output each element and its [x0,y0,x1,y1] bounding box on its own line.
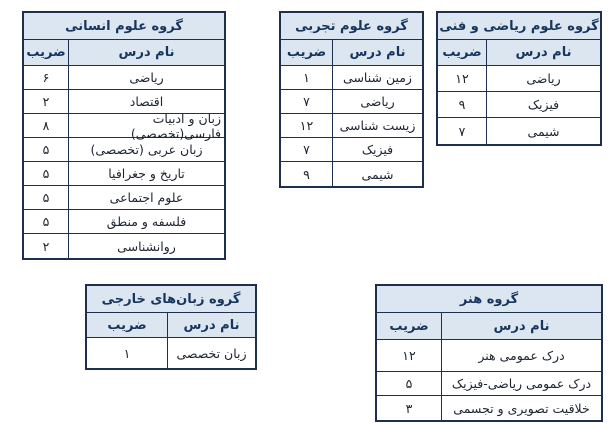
coefficient-cell: ۳ [377,396,442,420]
course-cell: زمین شناسی [343,70,412,85]
table-row [281,138,422,162]
course-cell: زبان و ادبیات فارسی(تخصصی) [130,110,221,141]
course-name-header: نام درس [183,317,240,333]
coefficient-header: ضریب [24,40,69,65]
table-header-row [438,40,600,66]
course-cell: زبان تخصصی [176,345,247,361]
table-title: گروه علوم ریاضی و فنی [438,13,600,40]
group-table-foreign-languages [85,284,257,370]
course-cell: روانشناسی [117,238,176,254]
table-row [24,66,224,90]
table-title: گروه هنر [377,286,601,313]
coefficient-cell: ۷ [438,118,487,144]
coefficient-cell: ۵ [24,186,69,209]
course-name-header: نام درس [349,45,406,60]
coefficient-header: ضریب [438,40,487,65]
table-row [24,138,224,162]
table-row [24,110,224,141]
coefficient-cell: ۹ [281,162,333,186]
table-row [281,162,422,186]
table-row [24,186,224,210]
coefficient-cell: ۷ [281,138,333,161]
course-cell: فلسفه و منطق [106,214,187,229]
table-header-row [281,40,422,66]
table-row [24,162,224,186]
coefficient-cell: ۲ [24,234,69,258]
course-cell: ریاضی [526,71,561,86]
table-row [377,340,601,372]
coefficient-header: ضریب [377,313,442,339]
table-row [281,90,422,114]
group-table-math-technical [436,11,602,146]
course-cell: اقتصاد [129,94,164,109]
coefficient-cell: ۵ [24,210,69,233]
coefficient-cell: ۵ [377,372,442,395]
table-header-row [377,313,601,340]
coefficient-cell: ۱۲ [281,114,333,137]
coefficient-header: ضریب [87,313,168,337]
course-cell: علوم اجتماعی [109,190,184,205]
course-name-header: نام درس [493,318,550,334]
course-cell: درک عمومی ریاضی-فیزیک [451,376,592,391]
table-row [377,372,601,396]
coefficient-cell: ۹ [438,92,487,117]
coefficient-cell: ۸ [24,114,69,137]
coefficient-cell: ۶ [24,66,69,89]
table-title: گروه علوم انسانی [24,13,224,40]
table-title: گروه علوم تجربی [281,13,422,40]
course-cell: فیزیک [527,97,560,112]
table-row [281,66,422,90]
group-table-humanities [22,11,226,260]
group-table-experimental-sciences [279,11,424,188]
table-row [24,210,224,234]
coefficient-cell: ۷ [281,90,333,113]
coefficient-cell: ۵ [24,162,69,185]
course-cell: زبان عربی (تخصصی) [90,142,203,157]
course-name-header: نام درس [118,45,175,60]
course-cell: تاریخ و جغرافیا [108,166,185,181]
course-cell: ریاضی [360,94,395,109]
course-cell: زیست شناسی [339,118,416,133]
course-cell: فیزیک [361,142,394,157]
course-cell: ریاضی [129,70,164,85]
table-row [377,396,601,420]
table-row [24,234,224,258]
course-name-header: نام درس [515,45,572,60]
course-cell: شیمی [527,123,560,139]
course-cell: خلاقیت تصویری و تجسمی [453,400,590,416]
coefficient-cell: ۱ [87,338,168,368]
coefficient-cell: ۵ [24,138,69,161]
table-row [438,66,600,92]
coefficient-cell: ۱ [281,66,333,89]
coefficient-header: ضریب [281,40,333,65]
course-cell: شیمی [361,166,394,182]
group-table-art [375,284,603,422]
table-row [281,114,422,138]
table-header-row [24,40,224,66]
table-row [438,118,600,144]
table-header-row [87,313,255,338]
table-row [438,92,600,118]
table-title: گروه زبان‌های خارجی [87,286,255,313]
coefficient-cell: ۱۲ [377,340,442,371]
table-row [87,338,255,368]
coefficient-cell: ۲ [24,90,69,113]
coefficient-cell: ۱۲ [438,66,487,91]
course-cell: درک عمومی هنر [478,348,565,363]
